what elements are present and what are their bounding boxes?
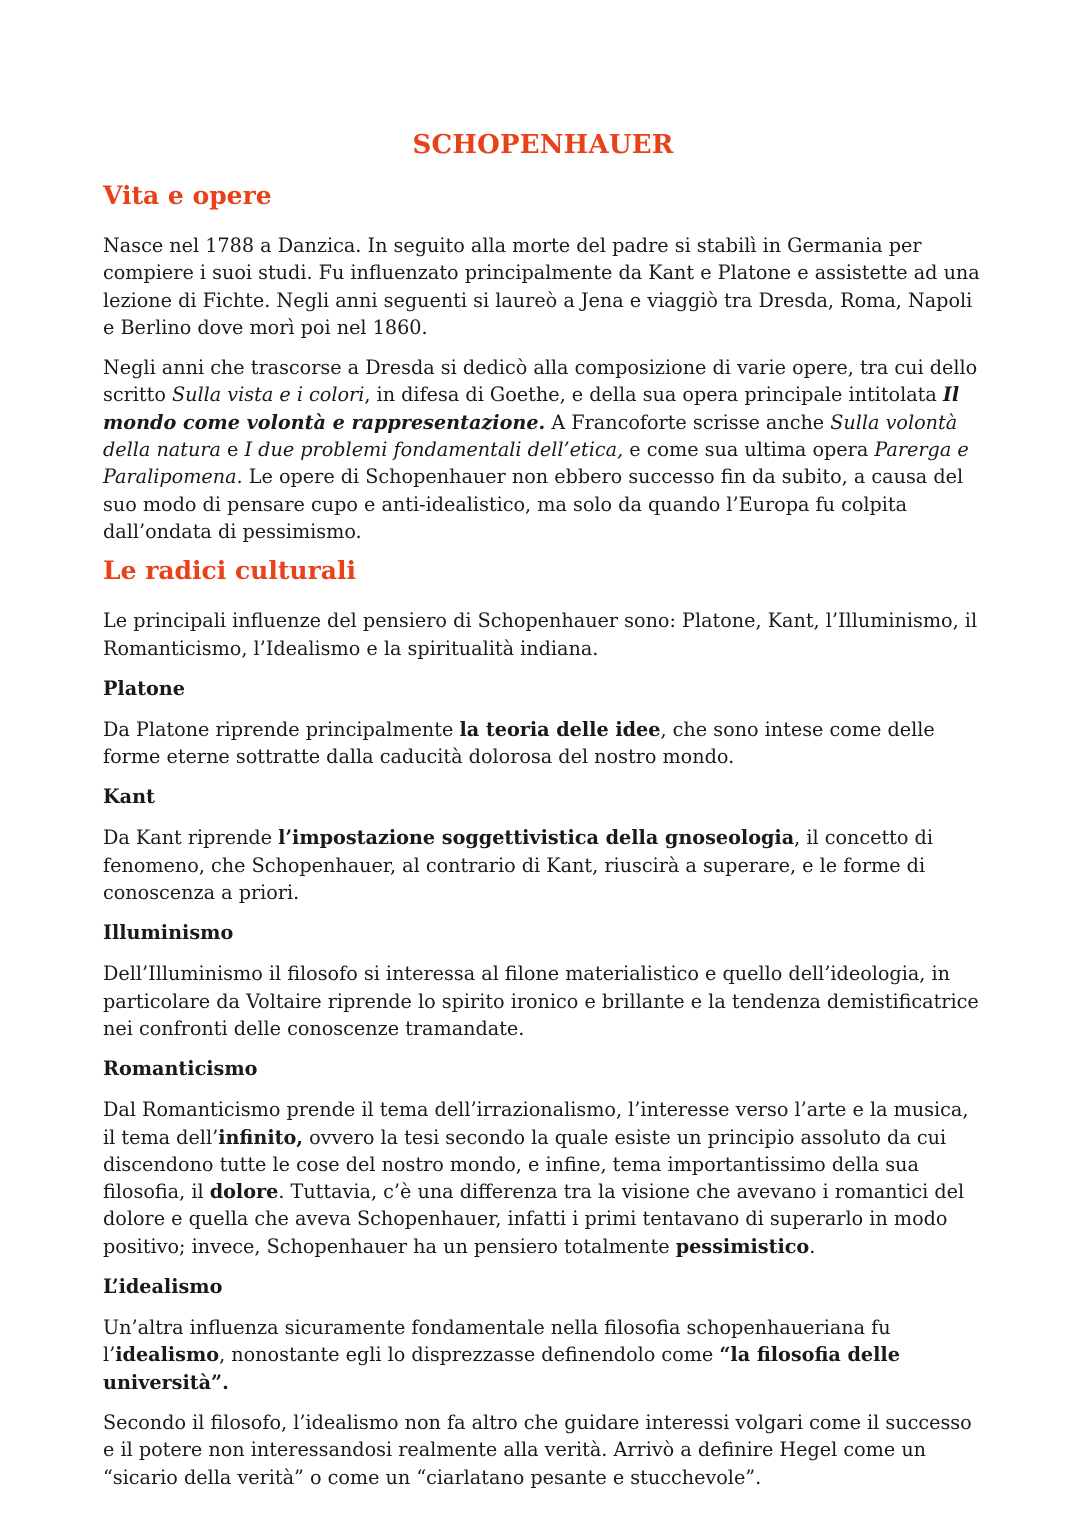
text-run: . Tuttavia, c’è una differenza tra la visione che avevano i romantici del dolore e quella che aveva Schopenhauer, infatti i primi tentavano di superarlo in modo positivo; invece, Schopenhauer ha un pensiero totalmente <box>103 1180 965 1258</box>
paragraph <box>103 960 983 1042</box>
italic-text: Sulla vista e i colori <box>171 383 365 407</box>
paragraph <box>103 1096 983 1260</box>
text-run: , il concetto di fenomeno, che Schopenhauer, al contrario di Kant, riuscirà a superare, e le forme di conoscenza a priori. <box>103 826 933 905</box>
emphasis-text: “la filosofia delle università”. <box>103 1343 900 1394</box>
text-run: Negli anni che trascorse a Dresda si dedicò alla composizione di varie opere, tra cui dello scritto <box>103 356 978 407</box>
document-page <box>103 128 983 1504</box>
emphasis-text: la teoria delle idee <box>459 717 661 741</box>
text-run: , in difesa di Goethe, e della sua opera principale intitolata <box>364 383 943 407</box>
paragraph <box>103 1409 983 1491</box>
text-run: , nonostante egli lo disprezzasse definendolo come <box>219 1343 720 1367</box>
text-run: e come sua ultima opera <box>623 438 875 462</box>
paragraph <box>103 824 983 906</box>
emphasis-text: infinito, <box>218 1125 303 1149</box>
text-run: A Francoforte scrisse anche <box>545 410 831 434</box>
section-heading-vita-e-opere: Vita e opere <box>103 181 272 210</box>
text-run: Da Platone riprende principalmente <box>103 717 460 741</box>
emphasis-text: l’impostazione soggettivistica della gnoseologia <box>278 826 795 850</box>
subheading-illuminismo: Illuminismo <box>103 921 234 945</box>
subheading-kant: Kant <box>103 785 155 809</box>
text-run: . <box>809 1234 816 1258</box>
italic-text: I due problemi fondamentali dell’etica, <box>244 438 624 462</box>
paragraph <box>103 232 983 341</box>
paragraph <box>103 354 983 545</box>
emphasis-text: idealismo <box>115 1343 220 1367</box>
subheading-romanticismo: Romanticismo <box>103 1057 258 1081</box>
document-title: SCHOPENHAUER <box>412 130 674 160</box>
text-run: e <box>220 438 245 462</box>
subheading-platone: Platone <box>103 676 185 700</box>
emphasis-text: pessimistico <box>675 1234 810 1258</box>
emphasis-text: Il mondo come volontà e rappresentazione. <box>103 383 960 434</box>
text-run: ovvero la tesi secondo la quale esiste un principio assoluto da cui discendono tutte le cose del nostro mondo, e infine, tema importantissimo della sua filosofia, il <box>103 1125 947 1204</box>
text-run: Un’altra influenza sicuramente fondamentale nella filosofia schopenhaueriana fu l’ <box>103 1316 891 1367</box>
text-run: Secondo il filosofo, l’idealismo non fa altro che guidare interessi volgari come il successo e il potere non interessandosi realmente alla verità. Arrivò a definire Hegel come un “sicario della verità” o come un “ciarlatano pesante e stucchevole”. <box>103 1410 972 1489</box>
paragraph <box>103 716 983 771</box>
emphasis-text: dolore <box>209 1180 279 1204</box>
text-run: Le opere di Schopenhauer non ebbero successo fin da subito, a causa del suo modo di pensare cupo e anti-idealistico, ma solo da quando l’Europa fu colpita dall’ondata di pessimismo. <box>103 465 964 543</box>
text-run: , che sono intese come delle forme eterne sottratte dalla caducità dolorosa del nostro mondo. <box>103 717 935 769</box>
text-run: Da Kant riprende <box>103 826 279 850</box>
paragraph: Le principali influenze del pensiero di Schopenhauer sono: Platone, Kant, l’Illuminismo, il Romanticismo, l’Idealismo e la spiritualità indiana. <box>103 609 978 660</box>
paragraph <box>103 1314 983 1396</box>
text-run: Nasce nel 1788 a Danzica. In seguito alla morte del padre si stabilì in Germania per compiere i suoi studi. Fu influenzato principalmente da Kant e Platone e assistette ad una lezione di Fichte. Negli anni seguenti si laureò a Jena e viaggiò tra Dresda, Roma, Napoli e Berlino dove morì poi nel 1860. <box>103 234 980 339</box>
italic-text: Sulla volontà della natura <box>103 410 958 462</box>
text-run: Dal Romanticismo prende il tema dell’irrazionalismo, l’interesse verso l’arte e la musica, il tema dell’ <box>103 1098 969 1149</box>
subheading-idealismo: L’idealismo <box>103 1275 223 1299</box>
text-run: Dell’Illuminismo il filosofo si interessa al filone materialistico e quello dell’ideologia, in particolare da Voltaire riprende lo spirito ironico e brillante e la tendenza demistificatrice nei confronti delle conoscenze tramandate. <box>103 962 979 1040</box>
italic-text: Parerga e Paralipomena. <box>103 438 969 489</box>
section-heading-radici-culturali: Le radici culturali <box>103 556 356 586</box>
